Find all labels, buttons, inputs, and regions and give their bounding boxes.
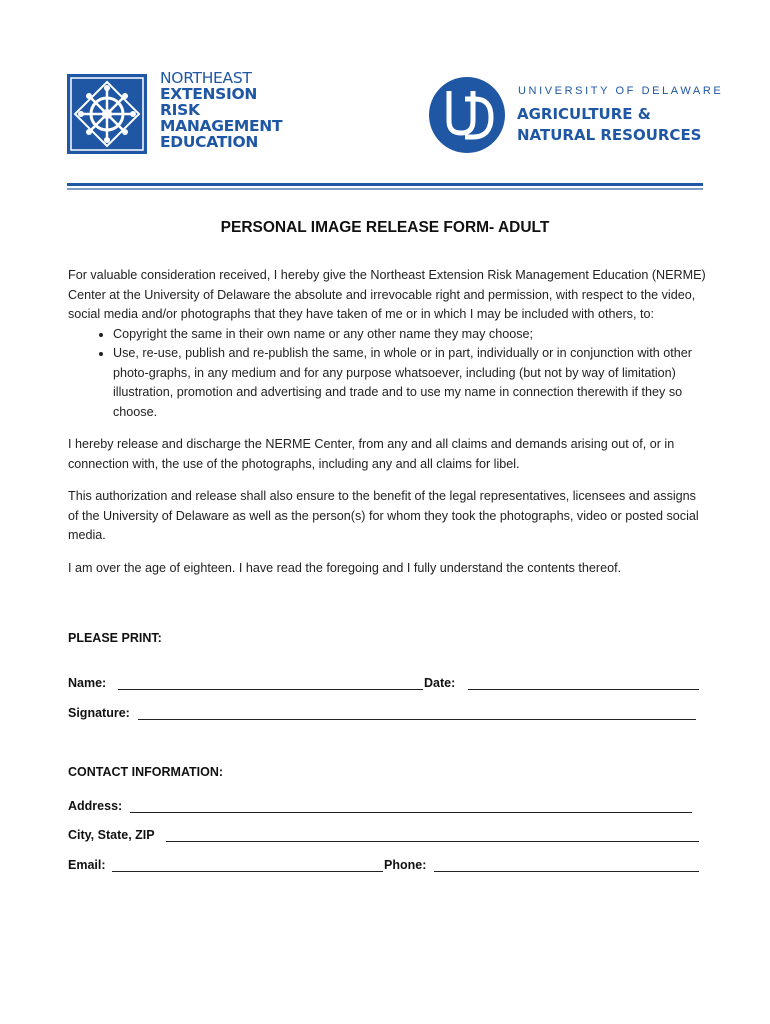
- name-field[interactable]: [118, 689, 423, 690]
- nerme-logo-text: [160, 70, 282, 150]
- city-state-zip-label: City, State, ZIP: [68, 828, 155, 842]
- address-label: Address:: [68, 799, 123, 813]
- phone-field[interactable]: [434, 871, 699, 872]
- nerme-logo-line: EXTENSION: [160, 85, 258, 103]
- ud-seal-icon: [429, 77, 505, 153]
- release-paragraph: I hereby release and discharge the NERME Center, from any and all claims and demands arising out of, or in connection with, the use of the photographs, including any and all claims for libel.: [68, 437, 675, 471]
- nerme-logo-line: EDUCATION: [160, 133, 258, 151]
- name-label: Name:: [68, 676, 107, 690]
- city-state-zip-row: [68, 828, 700, 846]
- list-item: • Use, re-use, publish and re-publish the same, in whole or in part, individually or in conjunction with other photo-graphs, in any medium and for any purpose whatsoever, including (but not by way of limitation) illustration, promotion and advertising and trade and to use my name in connection therewith if they so choose.: [113, 344, 708, 422]
- date-label: Date:: [424, 676, 456, 690]
- ud-college-line: NATURAL RESOURCES: [517, 126, 702, 144]
- age-paragraph: I am over the age of eighteen. I have read the foregoing and I fully understand the contents thereof.: [68, 560, 622, 575]
- signature-row: [68, 706, 700, 724]
- header-divider-secondary: [67, 188, 703, 190]
- signature-label: Signature:: [68, 706, 130, 720]
- ud-college-name: [517, 104, 702, 146]
- ship-wheel-icon: [67, 74, 147, 154]
- list-item: • Copyright the same in their own name or any other name they may choose;: [113, 325, 708, 345]
- nerme-logo-line: RISK: [160, 101, 200, 119]
- form-body: [68, 266, 708, 578]
- date-field[interactable]: [468, 689, 699, 690]
- city-state-zip-field[interactable]: [166, 841, 699, 842]
- page-header: [0, 0, 770, 200]
- please-print-label: PLEASE PRINT:: [68, 631, 162, 645]
- header-divider: [67, 183, 703, 186]
- nerme-logo-line: NORTHEAST: [160, 69, 252, 87]
- contact-information-label: CONTACT INFORMATION:: [68, 765, 224, 779]
- address-field[interactable]: [130, 812, 692, 813]
- email-field[interactable]: [112, 871, 383, 872]
- nerme-logo-line: MANAGEMENT: [160, 117, 283, 135]
- ud-college-line: AGRICULTURE &: [517, 105, 651, 123]
- rights-list: [68, 325, 708, 423]
- intro-paragraph: For valuable consideration received, I hereby give the Northeast Extension Risk Management Education (NERME) Center at the University of Delaware the absolute and irrevocable right and permission, with respect to the video, social media and/or photographs that they have taken of me or in which I may be included with others, to:: [68, 268, 706, 321]
- email-label: Email:: [68, 858, 106, 872]
- address-row: [68, 799, 700, 817]
- ud-university-name: UNIVERSITY OF DELAWARE: [518, 85, 724, 97]
- form-title: PERSONAL IMAGE RELEASE FORM- ADULT: [220, 219, 550, 236]
- email-phone-row: [68, 858, 700, 876]
- phone-label: Phone:: [384, 858, 427, 872]
- authorization-paragraph: This authorization and release shall also ensure to the benefit of the legal representatives, licensees and assigns of the University of Delaware as well as the person(s) for whom they took the photographs, video or posted social media.: [68, 489, 699, 542]
- name-date-row: [68, 676, 700, 694]
- signature-field[interactable]: [138, 719, 696, 720]
